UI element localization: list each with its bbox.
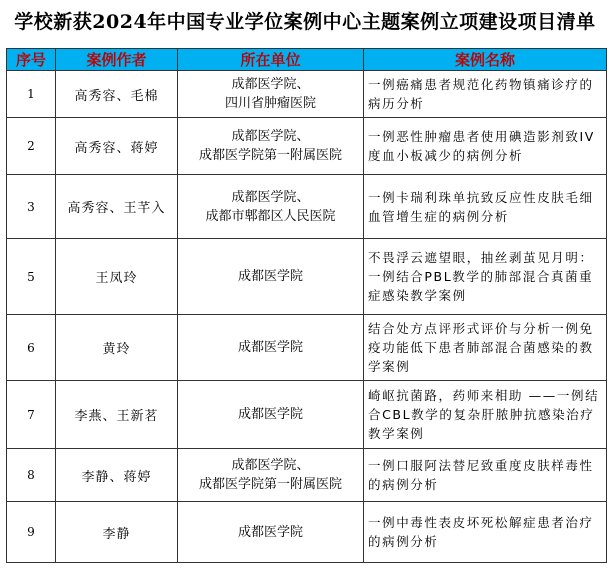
table-row (7, 118, 607, 175)
row-unit (178, 502, 364, 563)
table-row (7, 449, 607, 502)
row-case: 一例中毒性表皮坏死松解症患者治疗的病例分析 (364, 502, 607, 563)
row-case: 结合处方点评形式评价与分析一例免疫功能低下患者肺部混合菌感染的教学案例 (364, 315, 607, 381)
row-case: 一例恶性肿瘤患者使用碘造影剂致IV度血小板减少的病例分析 (364, 118, 607, 175)
row-author: 李静、蒋婷 (56, 449, 178, 502)
row-unit (178, 71, 364, 118)
table-row (7, 239, 607, 315)
row-case: 一例卡瑞利珠单抗致反应性皮肤毛细血管增生症的病例分析 (364, 175, 607, 239)
row-no: 1 (7, 71, 56, 118)
unit-line: 成都医学院第一附属医院 (198, 477, 342, 492)
row-no: 5 (7, 239, 56, 315)
unit-line: 四川省肿瘤医院 (224, 96, 316, 111)
row-author: 高秀容、王芊入 (56, 175, 178, 239)
unit-line: 成都医学院、 (231, 77, 310, 92)
row-no: 3 (7, 175, 56, 239)
row-unit (178, 449, 364, 502)
unit-line: 成都医学院 (237, 340, 303, 355)
table-row (7, 381, 607, 449)
table-row (7, 175, 607, 239)
row-case: 崎岖抗菌路，药师来相助 ——一例结合CBL教学的复杂肝脓肿抗感染治疗教学案例 (364, 381, 607, 449)
row-author: 李静 (56, 502, 178, 563)
unit-line: 成都医学院 (237, 407, 303, 422)
row-case: 一例口服阿法替尼致重度皮肤样毒性的病例分析 (364, 449, 607, 502)
unit-line: 成都医学院第一附属医院 (198, 148, 342, 163)
row-case: 一例癌痛患者规范化药物镇痛诊疗的病历分析 (364, 71, 607, 118)
header-case: 案例名称 (364, 49, 607, 71)
row-author: 李燕、王新茗 (56, 381, 178, 449)
row-no: 7 (7, 381, 56, 449)
row-no: 2 (7, 118, 56, 175)
unit-line: 成都医学院、 (231, 189, 310, 205)
row-no: 9 (7, 502, 56, 563)
row-case: 不畏浮云遮望眼，抽丝剥茧见月明：一例结合PBL教学的肺部混合真菌重症感染教学案例 (364, 239, 607, 315)
header-no: 序号 (7, 49, 56, 71)
row-no: 8 (7, 449, 56, 502)
header-author: 案例作者 (56, 49, 178, 71)
unit-line: 成都医学院、 (231, 129, 310, 144)
table-row (7, 71, 607, 118)
row-author: 王凤玲 (56, 239, 178, 315)
row-author: 高秀容、毛棉 (56, 71, 178, 118)
row-unit (178, 315, 364, 381)
unit-line: 成都市郫都区人民医院 (205, 208, 336, 224)
row-unit (178, 239, 364, 315)
row-author: 黄玲 (56, 315, 178, 381)
project-table (6, 48, 607, 563)
header-unit: 所在单位 (178, 49, 364, 71)
unit-line: 成都医学院 (237, 524, 303, 540)
table-header-row (7, 49, 607, 71)
row-unit (178, 118, 364, 175)
row-unit (178, 175, 364, 239)
row-no: 6 (7, 315, 56, 381)
table-row (7, 502, 607, 563)
row-unit (178, 381, 364, 449)
unit-line: 成都医学院 (237, 269, 303, 284)
unit-line: 成都医学院、 (231, 458, 310, 473)
row-author: 高秀容、蒋婷 (56, 118, 178, 175)
page-title: 学校新获2024年中国专业学位案例中心主题案例立项建设项目清单 (14, 11, 596, 33)
table-row (7, 315, 607, 381)
